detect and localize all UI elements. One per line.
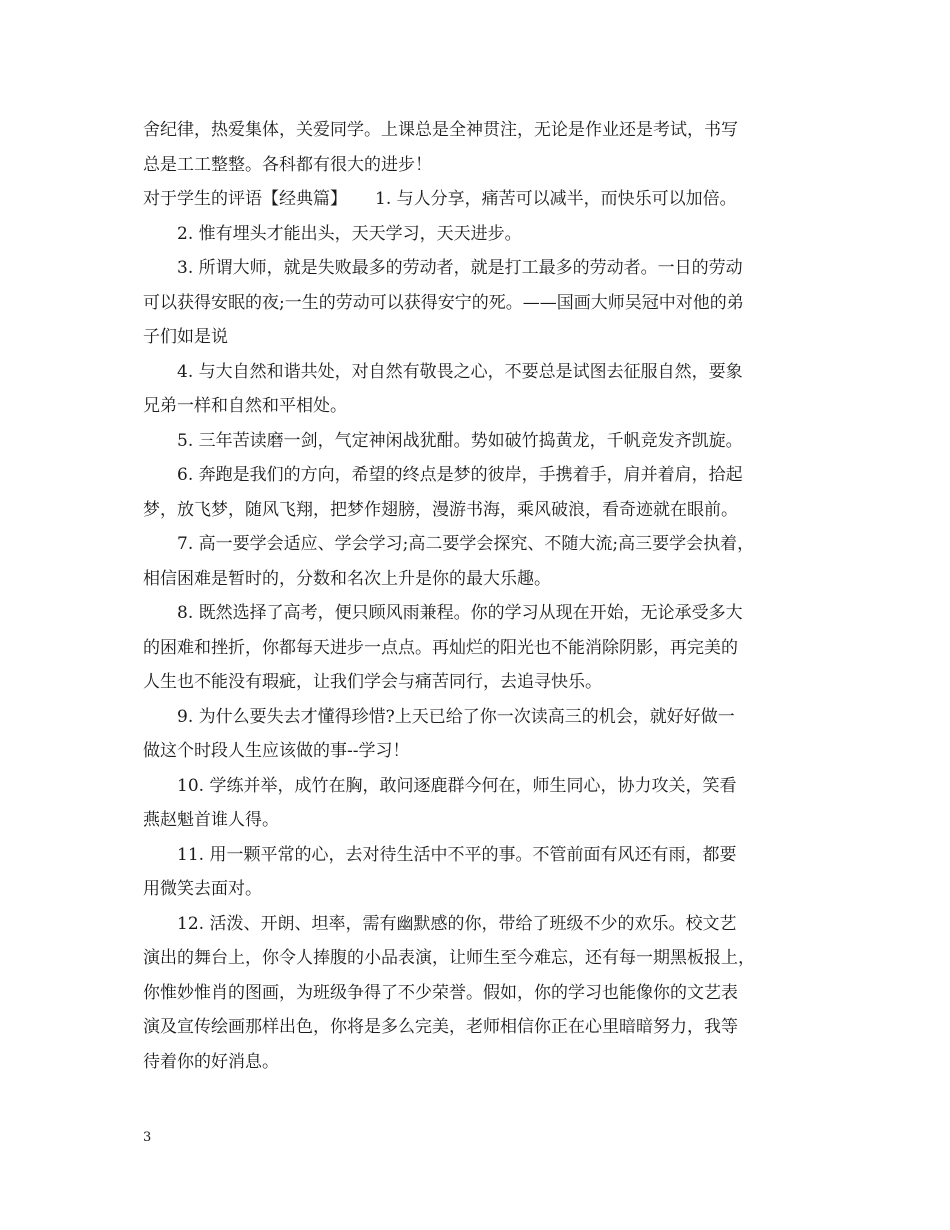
list-item: 6. 奔跑是我们的方向，希望的终点是梦的彼岸，手携着手，肩并着肩，拾起 [177, 465, 743, 485]
list-item: 10. 学练并举，成竹在胸，敢问逐鹿群今何在，师生同心，协力攻关，笑看 [177, 775, 737, 796]
text-line: 的困难和挫折，你都每天进步一点点。再灿烂的阳光也不能消除阴影，再完美的 [143, 637, 738, 658]
list-item: 8. 既然选择了高考，便只顾风雨兼程。你的学习从现在开始，无论承受多大 [177, 603, 743, 623]
text-line: 可以获得安眠的夜;一生的劳动可以获得安宁的死。——国画大师吴冠中对他的弟 [143, 292, 744, 313]
list-item: 11. 用一颗平常的心，去对待生活中不平的事。不管前面有风还有雨，都要 [177, 844, 737, 865]
text-line: 人生也不能没有瑕疵，让我们学会与痛苦同行，去追寻快乐。 [143, 672, 602, 692]
text-line: 总是工工整整。各科都有很大的进步！ [143, 154, 432, 175]
page-number: 3 [143, 1130, 152, 1145]
text-line: 梦，放飞梦，随风飞翔，把梦作翅膀，漫游书海，乘风破浪，看奇迹就在眼前。 [143, 499, 738, 520]
text-line: 舍纪律，热爱集体，关爱同学。上课总是全神贯注，无论是作业还是考试，书写 [143, 120, 738, 140]
list-item: 7. 高一要学会适应、学会学习;高二要学会探究、不随大流;高三要学会执着， [177, 534, 755, 554]
text-line: 兄弟一样和自然和平相处。 [143, 396, 347, 416]
list-item: 4. 与大自然和谐共处，对自然有敬畏之心，不要总是试图去征服自然，要象 [177, 361, 743, 382]
section-heading: 对于学生的评语【经典篇】 [143, 189, 347, 209]
list-item: 12. 活泼、开朗、坦率，需有幽默感的你，带给了班级不少的欢乐。校文艺 [177, 913, 737, 934]
text-line: 燕赵魁首谁人得。 [143, 810, 279, 830]
list-item: 2. 惟有埋头才能出头，天天学习，天天进步。 [177, 223, 522, 244]
text-line: 演出的舞台上，你令人捧腹的小品表演，让师生至今难忘，还有每一期黑板报上， [143, 948, 755, 968]
text-line: 相信困难是暂时的，分数和名次上升是你的最大乐趣。 [143, 568, 551, 589]
list-item: 9. 为什么要失去才懂得珍惜?上天已给了你一次读高三的机会，就好好做一 [177, 706, 735, 727]
text-line: 子们如是说 [143, 327, 228, 347]
list-item: 3. 所谓大师，就是失败最多的劳动者，就是打工最多的劳动者。一日的劳动 [177, 258, 743, 278]
list-item-text: 1. 与人分享，痛苦可以减半，而快乐可以加倍。 [375, 189, 737, 209]
text-line: 做这个时段人生应该做的事--学习！ [143, 741, 410, 761]
document-body [143, 113, 813, 1079]
text-line: 演及宣传绘画那样出色，你将是多么完美，老师相信你正在心里暗暗努力，我等 [143, 1017, 738, 1037]
text-line: 待着你的好消息。 [143, 1051, 279, 1072]
section-heading-line [143, 182, 813, 217]
text-line: 你惟妙惟肖的图画，为班级争得了不少荣誉。假如，你的学习也能像你的文艺表 [143, 982, 738, 1003]
text-line: 用微笑去面对。 [143, 879, 262, 899]
list-item: 5. 三年苦读磨一剑，气定神闲战犹酣。势如破竹捣黄龙，千帆竞发齐凯旋。 [177, 430, 743, 451]
